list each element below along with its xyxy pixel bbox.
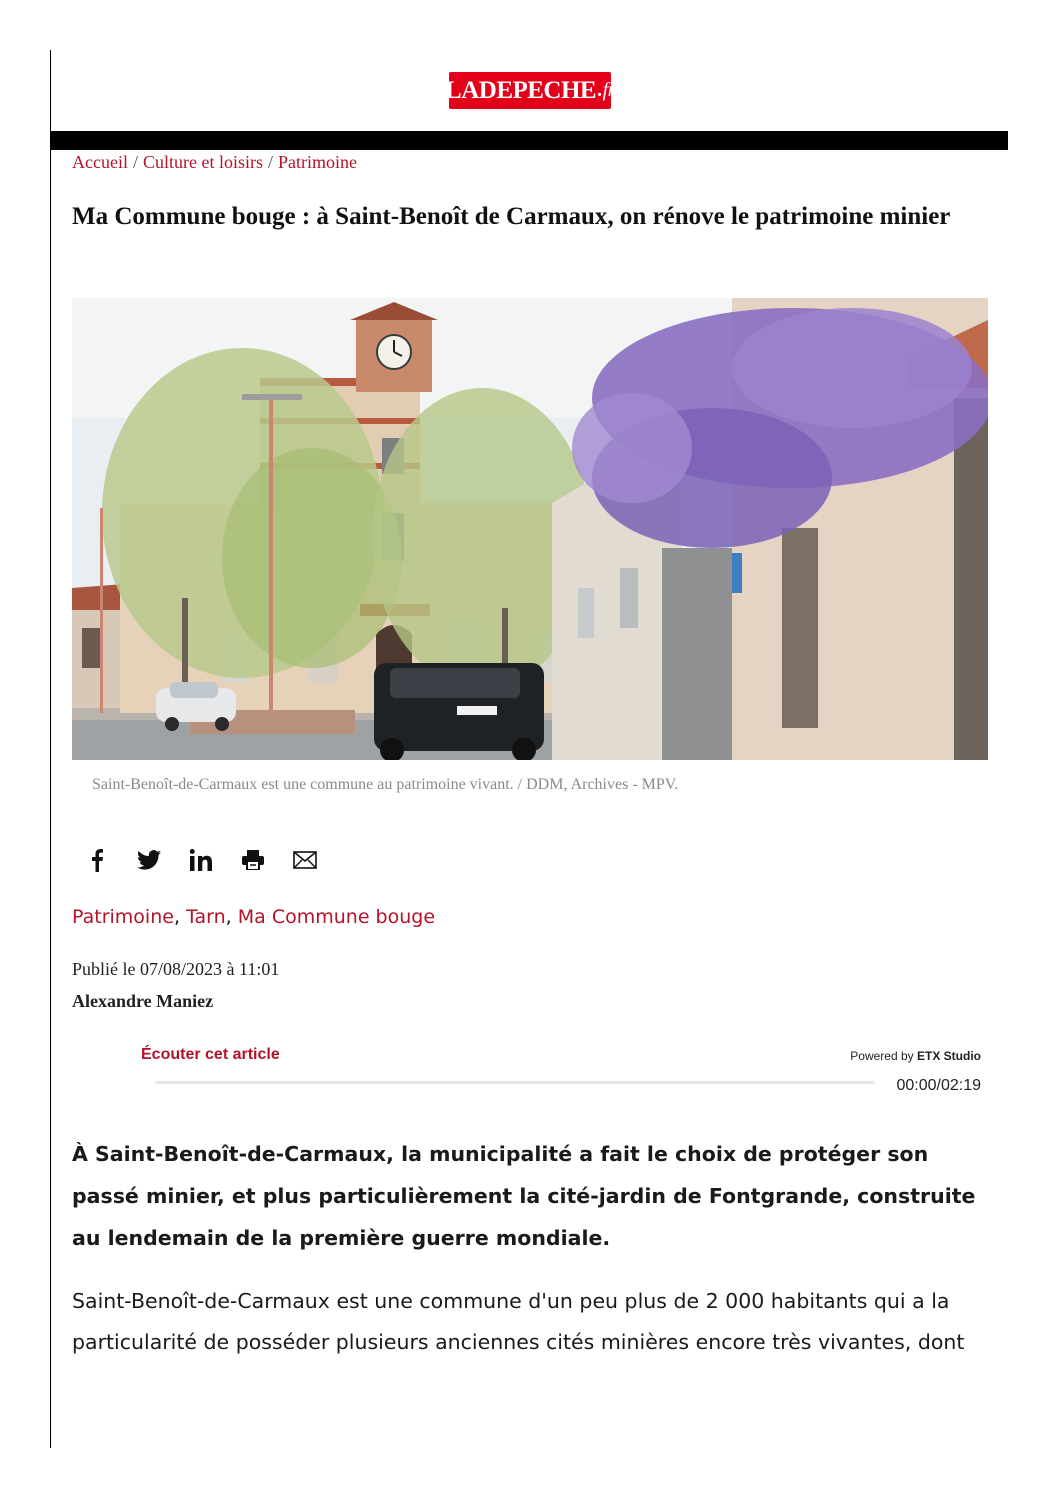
- breadcrumb-separator: /: [267, 152, 273, 172]
- facebook-icon[interactable]: [82, 845, 112, 875]
- share-bar: [82, 845, 320, 875]
- email-icon[interactable]: [290, 845, 320, 875]
- breadcrumb-culture[interactable]: Culture et loisirs: [142, 152, 263, 172]
- audio-time: 00:00/02:19: [896, 1077, 981, 1094]
- tag-link[interactable]: Ma Commune bouge: [237, 906, 436, 928]
- breadcrumb-separator: /: [132, 152, 138, 172]
- image-caption: Saint-Benoît-de-Carmaux est une commune au patrimoine vivant. / DDM, Archives - MPV.: [92, 776, 679, 793]
- article-hero-image: [72, 298, 988, 760]
- audio-progress-bar[interactable]: [155, 1081, 875, 1084]
- article-tags: Patrimoine, Tarn, Ma Commune bouge: [72, 906, 436, 928]
- listen-article-button[interactable]: Écouter cet article: [141, 1046, 280, 1063]
- player-powered-by: [850, 1049, 981, 1063]
- powered-brand: ETX Studio: [917, 1049, 981, 1063]
- logo-dot: .: [597, 79, 602, 101]
- breadcrumb-patrimoine[interactable]: Patrimoine: [278, 152, 357, 172]
- article-body: Saint-Benoît-de-Carmaux est une commune d'un peu plus de 2 000 habitants qui a la particularité de posséder plusieurs anciennes cités minières encore très vivantes, dont: [72, 1289, 965, 1354]
- publish-date: Publié le 07/08/2023 à 11:01: [72, 959, 280, 979]
- logo-main: LADEPECHE: [445, 76, 597, 104]
- author-name: Alexandre Maniez: [72, 991, 214, 1011]
- article-lead: À Saint-Benoît-de-Carmaux, la municipalité a fait le choix de protéger son passé minier, et plus particulièrement la cité-jardin de Fontgrande, construite au lendemain de la première guerre mondiale.: [72, 1142, 976, 1250]
- tag-link[interactable]: Patrimoine: [72, 906, 174, 928]
- linkedin-icon[interactable]: [186, 845, 216, 875]
- logo-tld: fr: [602, 79, 615, 101]
- powered-prefix: Powered by: [850, 1049, 914, 1063]
- article-title: Ma Commune bouge : à Saint-Benoît de Carmaux, on rénove le patrimoine minier: [72, 203, 951, 230]
- top-navigation-bar: [50, 131, 1008, 150]
- tag-link[interactable]: Tarn: [186, 906, 226, 928]
- twitter-icon[interactable]: [134, 845, 164, 875]
- print-icon[interactable]: [238, 845, 268, 875]
- breadcrumb: [72, 152, 357, 173]
- site-logo[interactable]: [445, 72, 615, 109]
- page-left-rule: [50, 50, 51, 1448]
- breadcrumb-home[interactable]: Accueil: [72, 152, 128, 172]
